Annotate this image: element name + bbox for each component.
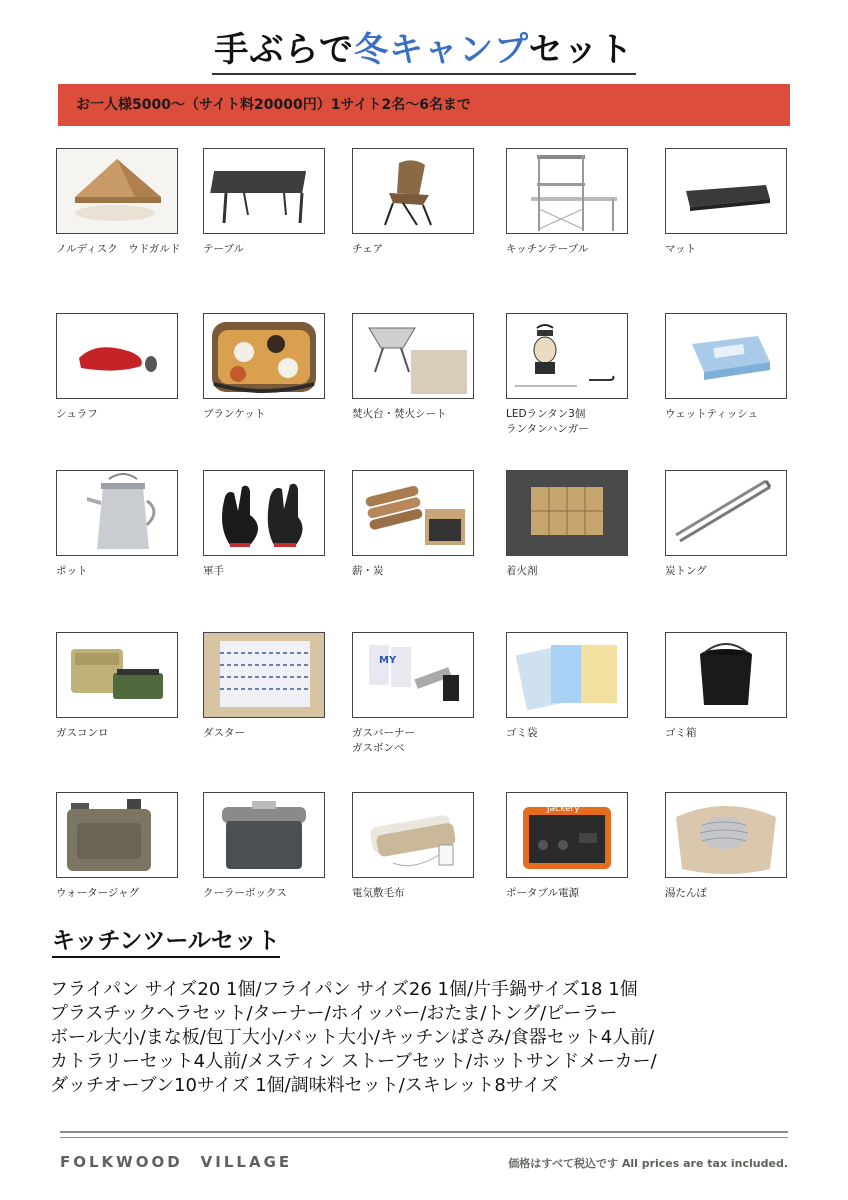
equipment-item: [506, 792, 636, 901]
kitchen-line: ボール大小/まな板/包丁大小/バット大小/キッチンばさみ/食器セット4人前/: [50, 1027, 655, 1048]
trash-can-icon: [665, 632, 787, 718]
equipment-item: [352, 792, 482, 901]
equipment-item: [506, 470, 636, 579]
tongs-icon: [665, 470, 787, 556]
equipment-label: ゴミ袋: [506, 727, 538, 739]
equipment-label: ダスター: [203, 727, 245, 739]
equipment-item: [506, 632, 636, 741]
equipment-label: 電気敷毛布: [352, 887, 405, 899]
equipment-item: [56, 792, 186, 901]
equipment-item: [665, 792, 795, 901]
gas-burner-icon: [352, 632, 474, 718]
equipment-label: 焚火台・焚火シート: [352, 408, 447, 420]
equipment-item: [665, 632, 795, 741]
equipment-label: ノルディスク ウドガルド: [56, 243, 181, 255]
kitchen-table-icon: [506, 148, 628, 234]
cooler-box-icon: [203, 792, 325, 878]
equipment-item: [352, 148, 482, 257]
tent-icon: [56, 148, 178, 234]
chair-icon: [352, 148, 474, 234]
gloves-icon: [203, 470, 325, 556]
table-icon: [203, 148, 325, 234]
equipment-item: [56, 632, 186, 741]
gas-stove-icon: [56, 632, 178, 718]
footer-divider: [60, 1131, 788, 1133]
electric-blanket-icon: [352, 792, 474, 878]
footer-divider: [60, 1137, 788, 1138]
sleeping-bag-icon: [56, 313, 178, 399]
equipment-label: ガスコンロ: [56, 727, 109, 739]
pot-icon: [56, 470, 178, 556]
equipment-item: [56, 470, 186, 579]
hot-water-bottle-icon: [665, 792, 787, 878]
equipment-item: [56, 148, 186, 257]
equipment-label: マット: [665, 243, 697, 255]
equipment-label: ガスバーナー ガスボンベ: [352, 727, 415, 754]
duster-icon: [203, 632, 325, 718]
equipment-label: ポット: [56, 565, 88, 577]
equipment-label: チェア: [352, 243, 384, 255]
water-jug-icon: [56, 792, 178, 878]
equipment-item: [665, 313, 795, 422]
equipment-item: [665, 470, 795, 579]
equipment-label: シュラフ: [56, 408, 98, 420]
kitchen-tool-list: [50, 978, 810, 1098]
equipment-item: [506, 148, 636, 257]
kitchen-line: フライパン サイズ20 1個/フライパン サイズ26 1個/片手鍋サイズ18 1個: [50, 979, 638, 1000]
equipment-label: LEDランタン3個 ランタンハンガー: [506, 408, 589, 435]
mat-icon: [665, 148, 787, 234]
equipment-label: ポータブル電源: [506, 887, 580, 899]
title-accent: 冬キャンプ: [354, 30, 529, 70]
equipment-label: テーブル: [203, 243, 245, 255]
trash-bag-icon: [506, 632, 628, 718]
equipment-label: 炭トング: [665, 565, 707, 577]
title-prefix: 手ぶらで: [214, 30, 354, 70]
svg-text:MY: MY: [379, 655, 397, 666]
equipment-item: [665, 148, 795, 257]
portable-power-icon: [506, 792, 628, 878]
title-text: [212, 22, 635, 75]
fire-starter-icon: [506, 470, 628, 556]
equipment-item: [203, 632, 333, 741]
equipment-label: ウォータージャグ: [56, 887, 140, 899]
equipment-item: [352, 470, 482, 579]
svg-text:Jackery: Jackery: [547, 804, 580, 814]
equipment-label: ウェットティッシュ: [665, 408, 759, 420]
title-suffix: セット: [528, 30, 634, 70]
brand-logo: FOLKWOOD VILLAGE: [60, 1153, 293, 1171]
equipment-item: [203, 148, 333, 257]
kitchen-line: プラスチックヘラセット/ターナー/ホイッパー/おたま/トング/ピーラー: [50, 1003, 618, 1024]
lantern-icon: [506, 313, 628, 399]
equipment-label: ブランケット: [203, 408, 266, 420]
equipment-item: [352, 632, 482, 756]
equipment-item: [203, 792, 333, 901]
wet-tissue-icon: [665, 313, 787, 399]
equipment-label: 薪・炭: [352, 565, 384, 577]
kitchen-heading: キッチンツールセット: [52, 922, 280, 958]
equipment-label: 軍手: [203, 565, 224, 577]
equipment-item: [506, 313, 636, 437]
equipment-label: クーラーボックス: [203, 887, 287, 899]
equipment-label: キッチンテーブル: [506, 243, 589, 255]
kitchen-line: カトラリーセット4人前/メスティン ストーブセット/ホットサンドメーカー/: [50, 1051, 657, 1072]
kitchen-line: ダッチオーブン10サイズ 1個/調味料セット/スキレット8サイズ: [50, 1075, 559, 1096]
equipment-label: ゴミ箱: [665, 727, 697, 739]
equipment-item: [352, 313, 482, 422]
equipment-label: 湯たんぽ: [665, 887, 707, 899]
equipment-label: 着火剤: [506, 565, 538, 577]
equipment-item: [203, 470, 333, 579]
tax-note: 価格はすべて税込です All prices are tax included.: [508, 1157, 788, 1170]
blanket-icon: [203, 313, 325, 399]
price-banner: お一人様5000～（サイト料20000円）1サイト2名～6名まで: [58, 84, 790, 126]
equipment-item: [56, 313, 186, 422]
firewood-icon: [352, 470, 474, 556]
fire-pit-icon: [352, 313, 474, 399]
equipment-item: [203, 313, 333, 422]
page-title: [0, 22, 848, 75]
